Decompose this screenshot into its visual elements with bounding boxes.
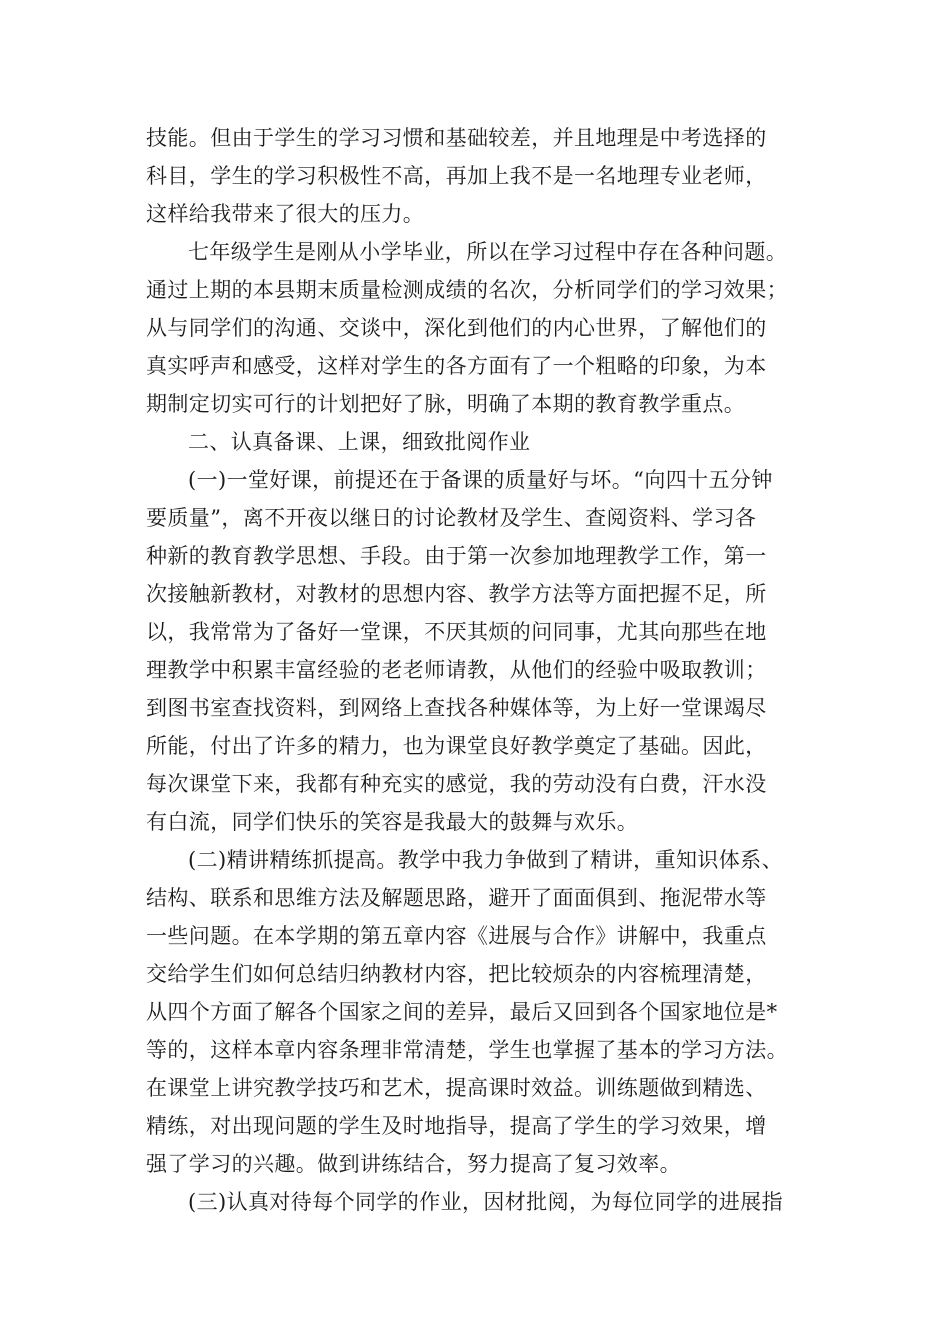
text-line: 结构、联系和思维方法及解题思路，避开了面面俱到、拖泥带水等 [146,886,767,910]
text-line: 这样给我带来了很大的压力。 [146,202,425,226]
text-line: 以，我常常为了备好一堂课，不厌其烦的问同事，尤其向那些在地 [146,620,767,644]
text-line: 技能。但由于学生的学习习惯和基础较差，并且地理是中考选择的 [146,126,767,150]
text-line: 科目，学生的学习积极性不高，再加上我不是一名地理专业老师， [146,164,767,188]
text-line: 有白流，同学们快乐的笑容是我最大的鼓舞与欢乐。 [146,810,639,834]
paragraph-first-line: (三)认真对待每个同学的作业，因材批阅，为每位同学的进展指 [188,1190,783,1214]
text-line: 在课堂上讲究教学技巧和艺术，提高课时效益。训练题做到精选、 [146,1076,767,1100]
text-line: 通过上期的本县期末质量检测成绩的名次，分析同学们的学习效果； [146,278,788,302]
text-line: 要质量”，离不开夜以继日的讨论教材及学生、查阅资料、学习各 [146,506,757,530]
text-line: 等的，这样本章内容条理非常清楚，学生也掌握了基本的学习方法。 [146,1038,788,1062]
text-line: 真实呼声和感受，这样对学生的各方面有了一个粗略的印象，为本 [146,354,767,378]
text-line: 一些问题。在本学期的第五章内容《进展与合作》讲解中，我重点 [146,924,767,948]
text-line: 次接触新教材，对教材的思想内容、教学方法等方面把握不足，所 [146,582,767,606]
text-line: 从四个方面了解各个国家之间的差异，最后又回到各个国家地位是* [146,1000,778,1024]
text-line: 种新的教育教学思想、手段。由于第一次参加地理教学工作，第一 [146,544,767,568]
text-line: 所能，付出了许多的精力，也为课堂良好教学奠定了基础。因此， [146,734,767,758]
text-line: 强了学习的兴趣。做到讲练结合，努力提高了复习效率。 [146,1152,681,1176]
text-line: 交给学生们如何总结归纳教材内容，把比较烦杂的内容梳理清楚， [146,962,767,986]
text-line: 从与同学们的沟通、交谈中，深化到他们的内心世界，了解他们的 [146,316,767,340]
paragraph-first-line: (一)一堂好课，前提还在于备课的质量好与坏。“向四十五分钟 [188,468,773,492]
text-line: 每次课堂下来，我都有种充实的感觉，我的劳动没有白费，汗水没 [146,772,767,796]
paragraph-first-line: (二)精讲精练抓提高。教学中我力争做到了精讲，重知识体系、 [188,848,783,872]
paragraph-first-line: 七年级学生是刚从小学毕业，所以在学习过程中存在各种问题。 [188,240,788,264]
text-line: 精练，对出现问题的学生及时地指导，提高了学生的学习效果，增 [146,1114,767,1138]
text-line: 期制定切实可行的计划把好了脉，明确了本期的教育教学重点。 [146,392,746,416]
section-heading: 二、认真备课、上课，细致批阅作业 [188,430,531,454]
text-line: 到图书室查找资料，到网络上查找各种媒体等，为上好一堂课竭尽 [146,696,767,720]
text-line: 理教学中积累丰富经验的老老师请教，从他们的经验中吸取教训； [146,658,767,682]
